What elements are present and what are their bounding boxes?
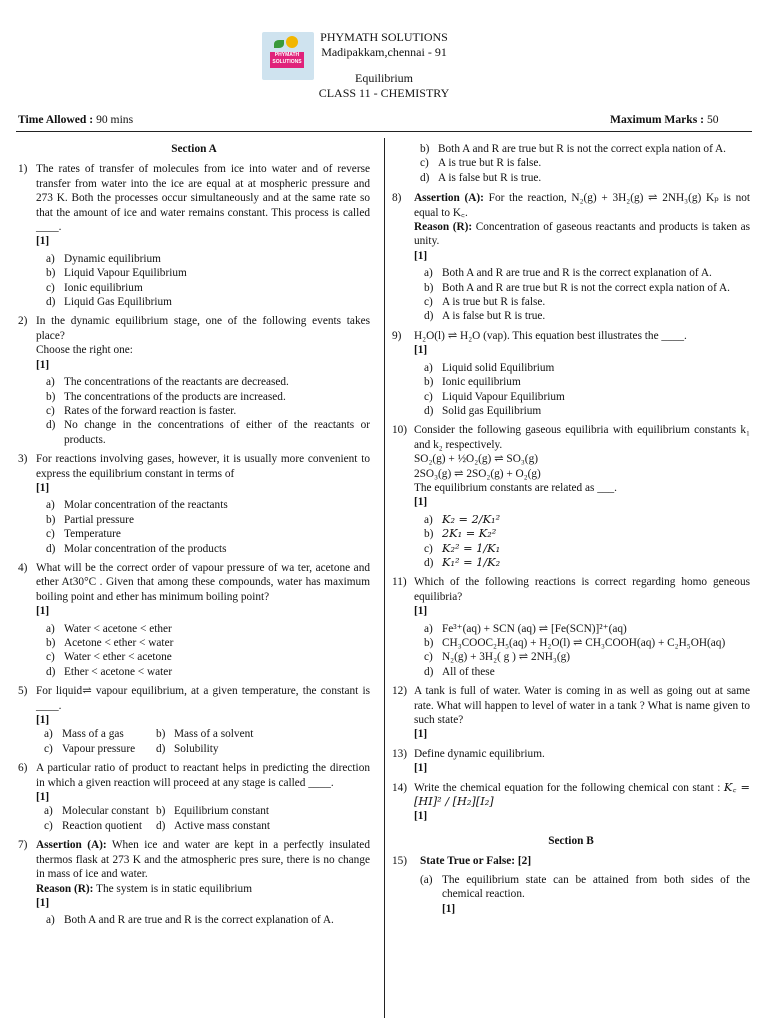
marks: [1]	[442, 902, 456, 915]
option-a: a) Mass of a gas	[44, 728, 124, 741]
question-2: 2) In the dynamic equilibrium stage, one of the following events takes place? Choose the right one: [1] a) The concentrations of the reactants are decreased. b) The concentrations of the products are increased. c) Rates of the forward reaction is faster. d) No change in the concentrations of either of the reactants or products.	[18, 315, 370, 446]
question-text: Define dynamic equilibrium.	[414, 747, 545, 760]
org-address: Madipakkam,chennai - 91	[321, 45, 447, 59]
option-c: c) Reaction quotient	[44, 819, 142, 832]
question-9: 9) H₂O(l) ⇌ H₂O (vap). This equation best illustrates the ____. [1] a) Liquid solid Equilibrium b) Ionic equilibrium c) Liquid Vapour Equilibrium d) Solid gas Equilibrium	[392, 329, 750, 418]
question-text: A tank is full of water. Water is coming in as well as going out at same rate. What will happen to level of water in a tank ? What is name given to such state?	[414, 685, 750, 727]
question-text: What will be the correct order of vapour pressure of wa ter, acetone and ether At30°C . Given that among these compounds, water has maximum boiling point and ether has minimum boiling point?	[36, 561, 370, 603]
question-11: 11) Which of the following reactions is correct regarding homo geneous equilibria? [1] a) Fe³⁺(aq) + SCN (aq) ⇌ [Fe(SCN)]²⁺(aq) b) CH₃COOC₂H₅(aq) + H₂O(l) ⇌ CH₃COOH(aq) + C₂H₅OH(aq) c) N₂(g) + 3H₂( g ) ⇌ 2NH₃(g) d) All of these	[392, 576, 750, 678]
option-a: a) Molar concentration of the reactants	[46, 499, 228, 512]
option-a: a) K₂ = 2/K₁²	[424, 512, 501, 526]
option-c: c) Temperature	[46, 528, 121, 541]
kc-expression: K꜀ = [HI]² / [H₂][I₂]	[414, 780, 751, 809]
option-c: c) Vapour pressure	[44, 742, 136, 755]
marks: [2]	[517, 855, 532, 868]
question-15: 15) State True or False: [2] (a) The equilibrium state can be attained from both sides of the chemical reaction. [1]	[392, 855, 750, 915]
question-3: 3) For reactions involving gases, however, it is usually more convenient to express the equilibrium constant in terms of [1] a) Molar concentration of the reactants b) Partial pressure c) Temperature d) Molar concentration of the products	[18, 453, 370, 555]
options	[424, 513, 750, 571]
option-c: c) A is true but R is false.	[424, 296, 546, 309]
question-text: For liquid⇌ vapour equilibrium, at a given temperature, the constant is ____.	[36, 685, 370, 712]
assertion-label: Assertion (A):	[36, 839, 107, 852]
option-b: b) Ionic equilibrium	[424, 376, 521, 389]
marks: [1]	[414, 762, 428, 775]
question-text: H₂O(l) ⇌ H₂O (vap). This equation best illustrates the ____.	[414, 329, 687, 342]
subject-title: Equilibrium	[355, 71, 413, 85]
question-7: 7) Assertion (A): When ice and water are kept in a perfectly insulated thermos flask at 273 K and the atmospheric pres sure, there is no change in mass of ice and water. Reason (R): The system is in static equilibrium [1] a) Both A and R are true and R is the correct explanation of A.	[18, 839, 370, 927]
question-text: Consider the following gaseous equilibria with equilibrium constants k₁ and k₂ respectively.	[414, 424, 750, 451]
section-a-title: Section A	[171, 143, 217, 155]
option-c: c) N₂(g) + 3H₂( g ) ⇌ 2NH₃(g)	[424, 651, 571, 664]
option-a: a) Dynamic equilibrium	[46, 252, 161, 265]
sub-question-a: (a) The equilibrium state can be attained from both sides of the chemical reaction. [1]	[420, 873, 750, 915]
marks: [1]	[414, 605, 428, 618]
question-title: State True or False:	[420, 855, 516, 868]
options	[46, 252, 370, 310]
column-divider	[384, 138, 385, 1018]
option-d: d) Molar concentration of the products	[46, 542, 227, 555]
option-a: a) Water < acetone < ether	[46, 622, 172, 635]
question-text: Which of the following reactions is correct regarding homo geneous equilibria?	[414, 576, 750, 603]
question-8: 8) Assertion (A): For the reaction, N₂(g) + 3H₂(g) ⇌ 2NH₃(g) Kₚ is not equal to K꜀. Reason (R): Concentration of gaseous reactants and products is taken as unity. [1] a) Both A and R are true and R is the correct explanation of A. b) Both A and R are true but R is not the correct expla nation of A. c) A is true but R is false. d) A is false but R is true.	[392, 192, 750, 323]
question-text: Write the chemical equation for the following chemical con stant :	[414, 781, 721, 794]
option-a: a) Molecular constant	[44, 805, 149, 818]
options	[424, 361, 750, 419]
equation-1: SO₂(g) + ½O₂(g) ⇌ SO₃(g)	[414, 453, 538, 466]
option-a: a) Liquid solid Equilibrium	[424, 361, 555, 374]
option-d: d) A is false but R is true.	[420, 171, 542, 184]
assertion-text: When ice and water are kept in a perfectly insulated thermos flask at 273 K and the atmospheric pres sure, there is no change in mass of ice and water.	[36, 839, 370, 881]
options	[424, 622, 750, 680]
org-name: PHYMATH SOLUTIONS	[320, 30, 448, 44]
option-a: a) Both A and R are true and R is the correct explanation of A.	[424, 267, 712, 280]
section-b-title: Section B	[548, 834, 594, 847]
option-b: b) CH₃COOC₂H₅(aq) + H₂O(l) ⇌ CH₃COOH(aq) + C₂H₅OH(aq)	[424, 637, 726, 649]
marks: [1]	[414, 249, 428, 262]
marks: [1]	[36, 714, 50, 727]
left-column	[18, 142, 370, 933]
option-c: c) Ionic equilibrium	[46, 281, 143, 294]
reason-text: The system is in static equilibrium	[96, 882, 252, 895]
marks: [1]	[36, 605, 50, 618]
option-d: d) Active mass constant	[156, 819, 271, 832]
options	[424, 266, 750, 324]
question-4: 4) What will be the correct order of vapour pressure of wa ter, acetone and ether At30°C . Given that among these compounds, water has maximum boiling point and ether has minimum boiling point? [1] a) Water < acetone < ether b) Acetone < ether < water c) Water < ether < acetone d) Ether < acetone < water	[18, 561, 370, 678]
reason-label: Reason (R):	[414, 221, 473, 234]
option-a: a) Fe³⁺(aq) + SCN (aq) ⇌ [Fe(SCN)]²⁺(aq)	[424, 622, 627, 635]
question-6: 6) A particular ratio of product to reactant helps in predicting the direction in which a given reaction will proceed at any stage is called ____. [1] a) Molecular constant b) Equilibrium constant c) Reaction quotient d) Active mass constant	[18, 762, 370, 832]
option-b: b) The concentrations of the products are increased.	[46, 390, 286, 403]
option-b: b) Liquid Vapour Equilibrium	[46, 267, 187, 280]
option-d: d) All of these	[424, 665, 495, 678]
option-d: d) Liquid Gas Equilibrium	[46, 296, 172, 309]
option-b: b) Both A and R are true but R is not the correct expla nation of A.	[420, 143, 727, 155]
marks: [1]	[414, 344, 428, 357]
question-10: 10) Consider the following gaseous equilibria with equilibrium constants k₁ and k₂ respectively. SO₂(g) + ½O₂(g) ⇌ SO₃(g) 2SO₃(g) ⇌ 2SO₂(g) + O₂(g) The equilibrium constants are related as ___. [1] a) K₂ = 2/K₁² b) 2K₁ = K₂² c) K₂² = 1/K₁ d) K₁² = 1/K₂	[392, 424, 750, 569]
marks: [1]	[414, 496, 428, 509]
option-d: d) K₁² = 1/K₂	[424, 555, 501, 569]
option-b: b) Partial pressure	[46, 513, 134, 526]
option-a: a) The concentrations of the reactants are decreased.	[46, 376, 289, 389]
option-d: d) A is false but R is true.	[424, 310, 546, 323]
option-d: d) Ether < acetone < water	[46, 665, 173, 678]
reason-text: Concentration of gaseous reactants and products is taken as unity.	[414, 221, 750, 248]
question-text: The rates of transfer of molecules from ice into water and of reverse transfer from water into the ice are equal at at mospheric pressure and 273 K. Both the processes occur simultaneously and at the same rate so that the amount of ice and water remains constant. This process is called ____.	[36, 163, 370, 234]
question-7-options-continued	[420, 142, 750, 185]
option-c: c) A is true but R is false.	[420, 157, 542, 170]
question-5: 5) For liquid⇌ vapour equilibrium, at a given temperature, the constant is ____. [1] a) Mass of a gas b) Mass of a solvent c) Vapour pressure d) Solubility	[18, 685, 370, 755]
question-text: For reactions involving gases, however, it is usually more convenient to express the equilibrium constant in terms of	[36, 453, 370, 480]
options	[44, 727, 370, 756]
marks: [1]	[36, 481, 50, 494]
question-subtext: The equilibrium constants are related as ___.	[414, 481, 617, 494]
option-c: c) Liquid Vapour Equilibrium	[424, 390, 565, 403]
marks: [1]	[414, 728, 428, 741]
option-c: c) Water < ether < acetone	[46, 651, 172, 664]
option-a: a) Both A and R are true and R is the correct explanation of A.	[46, 914, 334, 927]
options	[46, 498, 370, 556]
right-column	[392, 142, 750, 921]
equation-2: 2SO₃(g) ⇌ 2SO₂(g) + O₂(g)	[414, 467, 541, 480]
question-12: 12) A tank is full of water. Water is coming in as well as going out at same rate. What will happen to level of water in a tank ? What is name given to such state? [1]	[392, 685, 750, 741]
marks: [1]	[414, 810, 428, 823]
option-b: b) Equilibrium constant	[156, 805, 270, 818]
option-b: b) 2K₁ = K₂²	[424, 527, 497, 541]
question-14: 14) Write the chemical equation for the following chemical con stant : K꜀ = [HI]² / [H₂][I₂] [1]	[392, 780, 751, 823]
option-b: b) Both A and R are true but R is not the correct expla nation of A.	[424, 281, 731, 294]
logo-text: PHYMATH SOLUTIONS	[270, 52, 304, 68]
options	[46, 622, 370, 680]
question-13: 13) Define dynamic equilibrium. [1]	[392, 747, 750, 776]
option-c: c) K₂² = 1/K₁	[424, 541, 501, 555]
reason-label: Reason (R):	[36, 882, 94, 895]
time-allowed: Time Allowed : 90 mins	[18, 113, 134, 126]
options	[44, 804, 370, 833]
marks: [1]	[36, 896, 50, 909]
question-1: 1) The rates of transfer of molecules from ice into water and of reverse transfer from water into the ice are equal at at mospheric pressure and 273 K. Both the processes occur simultaneously and at the same rate so that the amount of ice and water remains constant. This process is called ____. [1] a) Dynamic equilibrium b) Liquid Vapour Equilibrium c) Ionic equilibrium d) Liquid Gas Equilibrium	[18, 163, 370, 309]
option-b: b) Acetone < ether < water	[46, 637, 174, 649]
header-divider	[16, 131, 752, 132]
class-title: CLASS 11 - CHEMISTRY	[318, 86, 450, 100]
assertion-text: For the reaction, N₂(g) + 3H₂(g) ⇌ 2NH₃(g) Kₚ is not equal to K꜀.	[414, 192, 750, 219]
option-d: d) Solid gas Equilibrium	[424, 404, 542, 417]
question-text: In the dynamic equilibrium stage, one of the following events takes place?	[36, 315, 370, 342]
question-text: A particular ratio of product to reactant helps in predicting the direction in which a given reaction will proceed at any stage is called ____.	[36, 762, 370, 789]
option-d: d) No change in the concentrations of either of the reactants or products.	[46, 419, 370, 446]
maximum-marks: Maximum Marks : 50	[610, 113, 719, 126]
option-c: c) Rates of the forward reaction is faster.	[46, 404, 237, 417]
option-d: d) Solubility	[156, 742, 219, 755]
question-subtext: Choose the right one:	[36, 344, 133, 357]
option-b: b) Mass of a solvent	[156, 728, 254, 741]
marks: [1]	[36, 791, 50, 804]
marks: [1]	[36, 358, 50, 371]
options	[46, 375, 370, 447]
marks: [1]	[36, 235, 50, 248]
assertion-label: Assertion (A):	[414, 192, 484, 205]
options	[46, 913, 370, 927]
